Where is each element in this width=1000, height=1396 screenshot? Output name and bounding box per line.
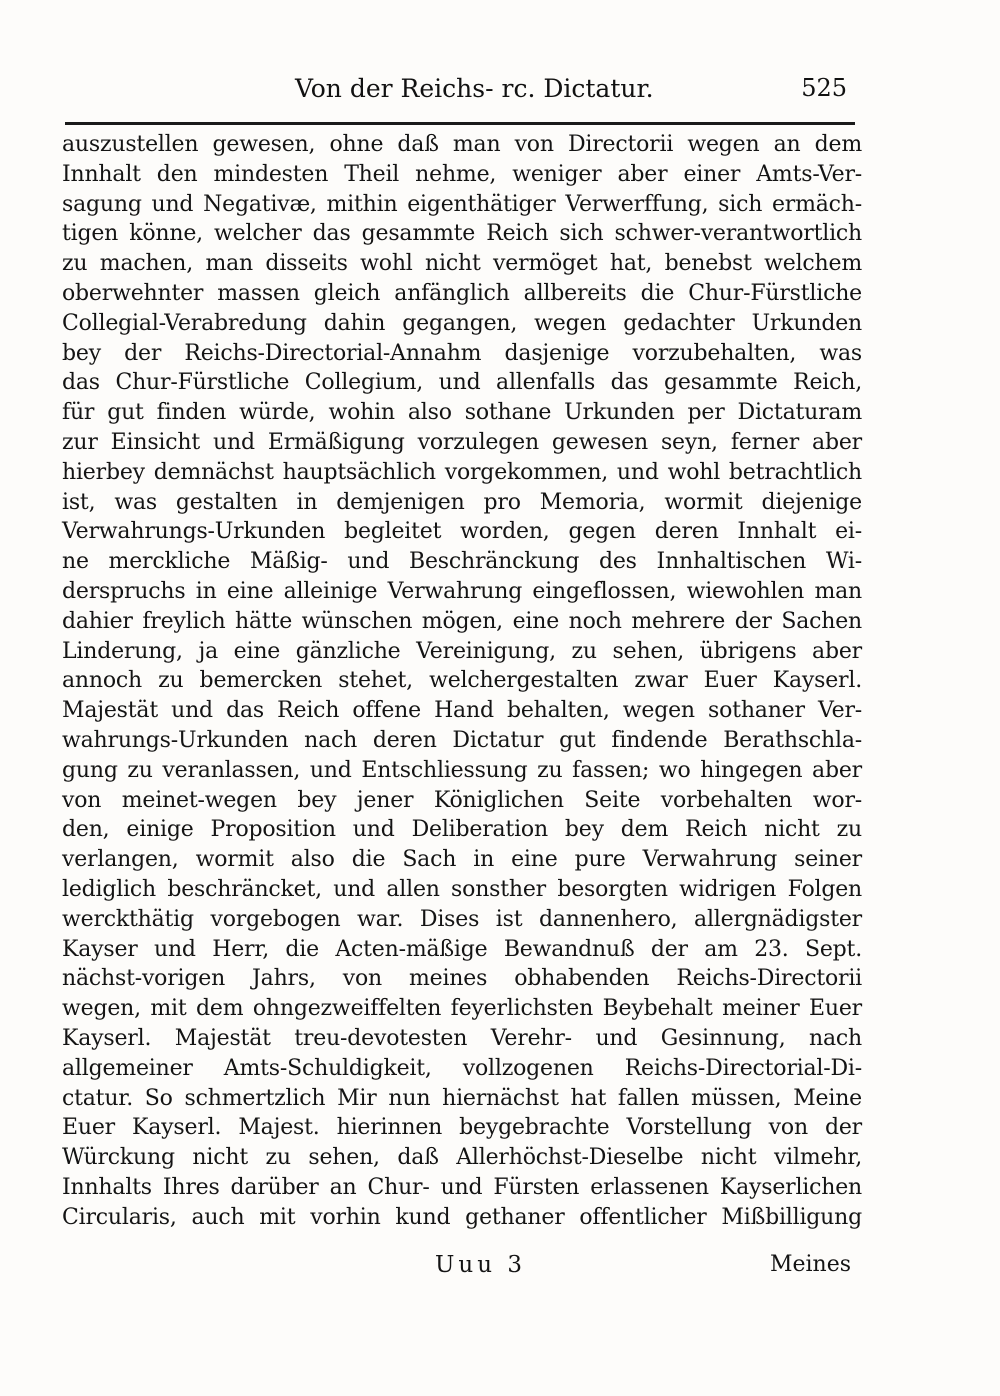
body-text [62,130,862,1232]
text-line: den, einige Proposition und Deliberation bey dem Reich nicht zu [62,817,862,843]
text-line: das Chur-Fürstliche Collegium, und allenfalls das gesammte Reich, [62,370,862,396]
text-line: bey der Reichs-Directorial-Annahm dasjenige vorzubehalten, was [62,340,862,366]
text-line: lediglich beschräncket, und allen sonsther besorgten widrigen Folgen [62,876,862,902]
text-line: oberwehnter massen gleich anfänglich allbereits die Chur-Fürstliche [62,280,862,306]
page-footer [65,1252,855,1292]
text-line: hierbey demnächst hauptsächlich vorgekommen, und wohl betrachtlich [62,459,862,485]
text-line: gung zu veranlassen, und Entschliessung zu fassen; wo hingegen aber [62,757,862,783]
text-line: Majestät und das Reich offene Hand behalten, wegen sothaner Ver- [62,698,862,724]
text-line: allgemeiner Amts-Schuldigkeit, vollzogenen Reichs-Directorial-Di- [62,1055,862,1081]
text-line: Innhalt den mindesten Theil nehme, weniger aber einer Amts-Ver- [62,161,862,187]
text-line: wahrungs-Urkunden nach deren Dictatur gut findende Berathschla- [62,727,862,753]
text-line: verlangen, wormit also die Sach in eine pure Verwahrung seiner [62,847,862,873]
running-header [65,70,855,110]
text-line: Collegial-Verabredung dahin gegangen, wegen gedachter Urkunden [62,310,862,336]
text-line: zur Einsicht und Ermäßigung vorzulegen gewesen seyn, ferner aber [62,429,862,455]
text-line: wegen, mit dem ohngezweiffelten feyerlichsten Beybehalt meiner Euer [62,996,862,1022]
text-line: ne merckliche Mäßig- und Beschränckung des Innhaltischen Wi- [62,549,862,575]
text-line: tigen könne, welcher das gesammte Reich sich schwer-verantwortlich [62,221,862,247]
text-line: Linderung, ja eine gänzliche Vereinigung, zu sehen, übrigens aber [62,638,862,664]
text-line: für gut finden würde, wohin also sothane Urkunden per Dictaturam [62,400,862,426]
text-line: auszustellen gewesen, ohne daß man von Directorii wegen an dem [62,132,862,157]
text-line: Innhalts Ihres darüber an Chur- und Fürsten erlassenen Kayserlichen [62,1174,862,1200]
text-line: von meinet-wegen bey jener Königlichen Seite vorbehalten wor- [62,787,862,813]
catchword: Meines [769,1252,851,1277]
text-line: derspruchs in eine alleinige Verwahrung eingeflossen, wiewohlen man [62,578,862,604]
text-line: Circularis, auch mit vorhin kund gethaner offentlicher Mißbilligung [62,1204,862,1230]
text-line: Euer Kayserl. Majest. hierinnen beygebrachte Vorstellung von der [62,1115,862,1141]
page-number: 525 [801,74,847,102]
text-line: ist, was gestalten in demjenigen pro Memoria, wormit diejenige [62,489,862,515]
text-line: Kayser und Herr, die Acten-mäßige Bewandnuß der am 23. Sept. [62,936,862,962]
text-line: Würckung nicht zu sehen, daß Allerhöchst-Dieselbe nicht vilmehr, [62,1145,862,1171]
text-line: ctatur. So schmertzlich Mir nun hiernächst hat fallen müssen, Meine [62,1085,862,1111]
signature-mark: Uuu 3 [435,1252,526,1278]
running-title: Von der Reichs- rc. Dictatur. [295,74,654,103]
text-line: sagung und Negativæ, mithin eigenthätiger Verwerffung, sich ermäch- [62,191,862,217]
text-line: dahier freylich hätte wünschen mögen, eine noch mehrere der Sachen [62,608,862,634]
text-line: werckthätig vorgebogen war. Dises ist dannenhero, allergnädigster [62,906,862,932]
text-line: Verwahrungs-Urkunden begleitet worden, gegen deren Innhalt ei- [62,519,862,545]
text-line: annoch zu bemercken stehet, welchergestalten zwar Euer Kayserl. [62,668,862,694]
text-line: zu machen, man disseits wohl nicht vermöget hat, benebst welchem [62,251,862,277]
header-rule [65,122,855,125]
text-line: Kayserl. Majestät treu-devotesten Verehr- und Gesinnung, nach [62,1025,862,1051]
text-line: nächst-vorigen Jahrs, von meines obhabenden Reichs-Directorii [62,966,862,992]
